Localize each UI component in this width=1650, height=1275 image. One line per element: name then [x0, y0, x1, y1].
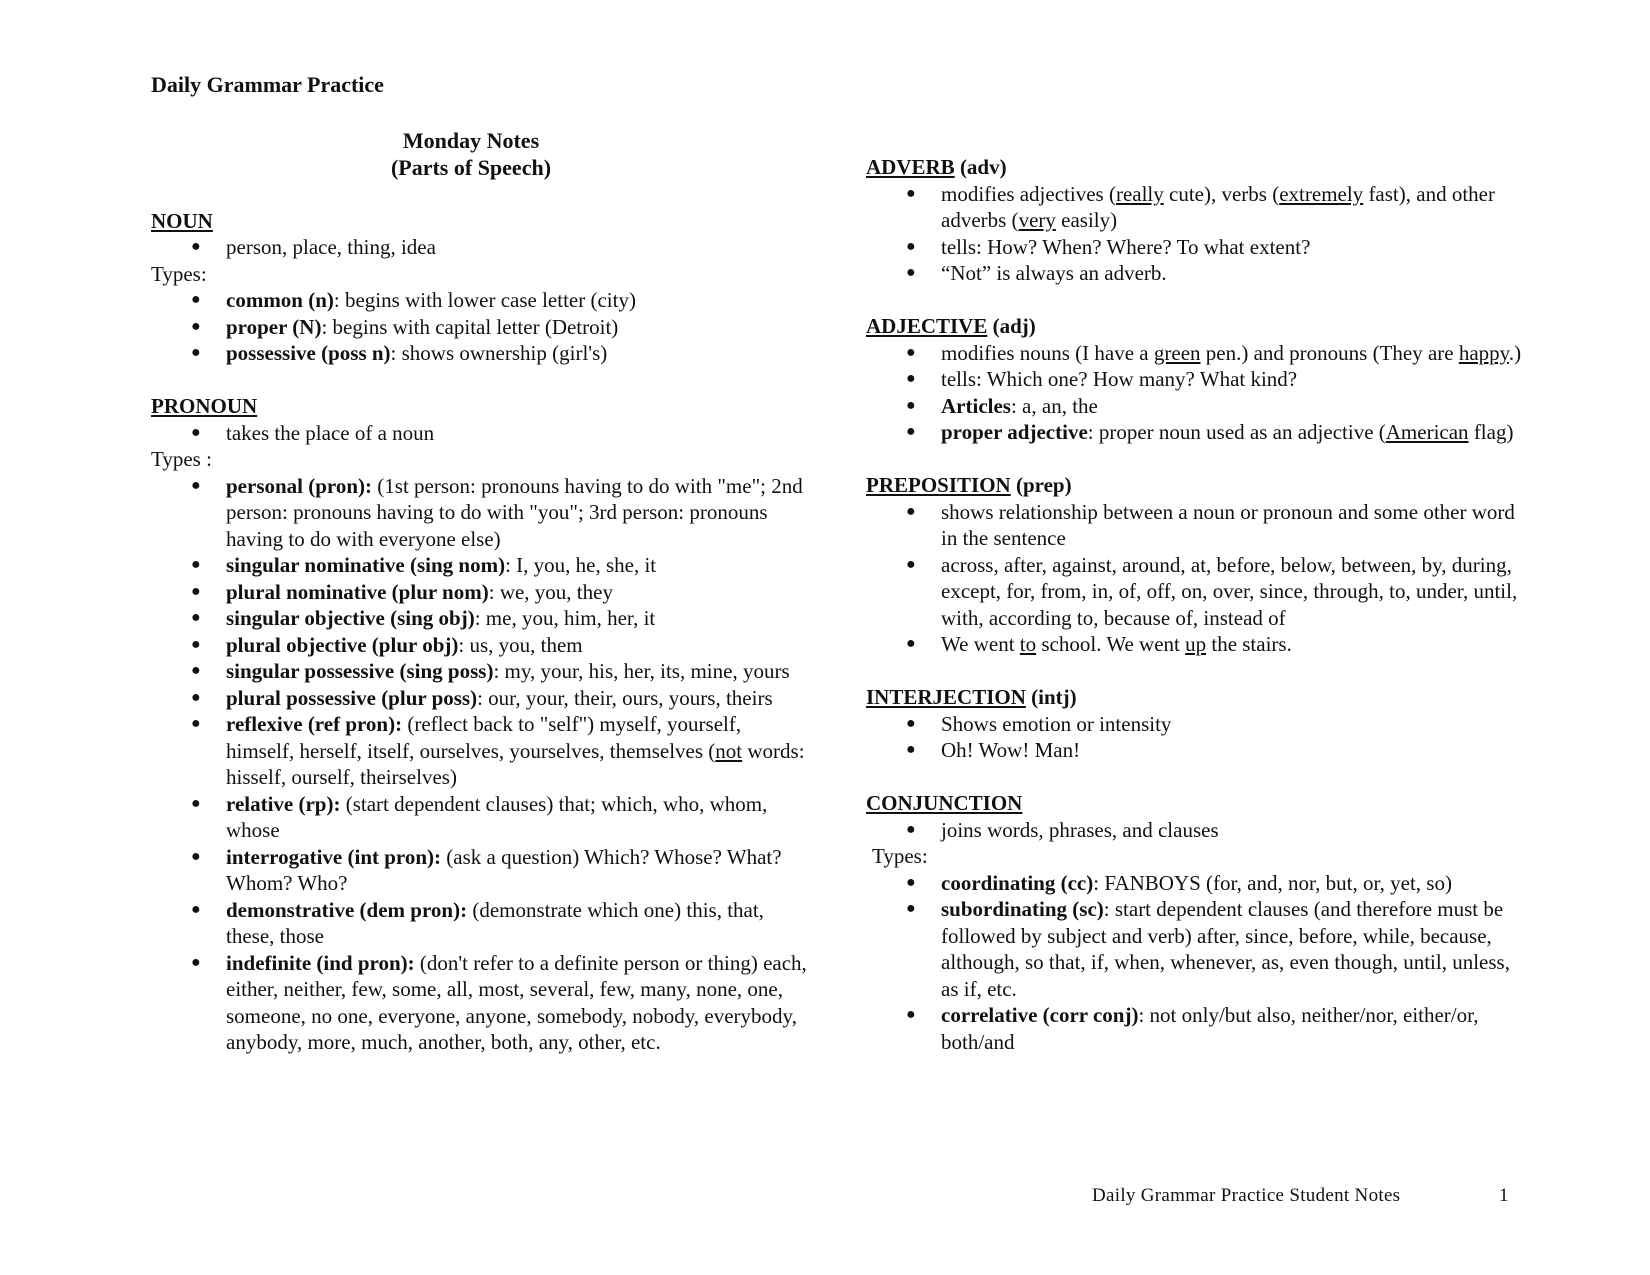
bullet-icon: ●	[191, 291, 201, 308]
list-item: ● plural objective (plur obj): us, you, them	[191, 632, 583, 657]
interjection-heading: INTERJECTION (intj)	[866, 685, 1077, 709]
bullet-icon: ●	[906, 423, 916, 440]
bullet-icon: ●	[191, 317, 201, 335]
preposition-section	[866, 472, 1526, 658]
types-label: Types :	[151, 447, 212, 471]
bullet-icon: ●	[191, 238, 201, 255]
bullet-icon: ●	[906, 873, 916, 891]
list-item: ● interrogative (int pron): (ask a question) Which? Whose? What? Whom? Who?	[191, 844, 782, 895]
bullet-icon: ●	[906, 900, 916, 917]
list-item: ● takes the place of a noun	[191, 420, 435, 445]
adverb-heading: ADVERB (adv)	[866, 155, 1007, 179]
bullet-icon: ●	[191, 794, 201, 812]
bullet-icon: ●	[191, 847, 201, 865]
list-item: ● Articles: a, an, the	[906, 393, 1098, 418]
list-item: ● modifies nouns (I have a green pen.) and pronouns (They are happy.)	[906, 340, 1522, 365]
conjunction-heading: CONJUNCTION	[866, 791, 1023, 815]
list-item: ● We went to school. We went up the stairs.	[906, 632, 1292, 656]
list-item: ● tells: Which one? How many? What kind?	[906, 367, 1298, 391]
bullet-icon: ●	[191, 476, 201, 494]
preposition-heading: PREPOSITION (prep)	[866, 473, 1072, 497]
noun-section	[151, 208, 811, 367]
bullet-icon: ●	[906, 237, 916, 255]
bullet-icon: ●	[906, 264, 916, 281]
types-label: Types:	[872, 844, 928, 868]
bullet-icon: ●	[906, 635, 916, 652]
bullet-icon: ●	[906, 820, 916, 838]
bullet-icon: ●	[191, 609, 201, 626]
list-item: ● proper (N): begins with capital letter (Detroit)	[191, 314, 619, 339]
list-item: ● plural possessive (plur poss): our, your, their, ours, yours, theirs	[191, 685, 773, 710]
pronoun-section	[151, 393, 811, 1056]
bullet-icon: ●	[906, 555, 916, 573]
pronoun-heading: PRONOUN	[151, 394, 258, 418]
bullet-icon: ●	[906, 396, 916, 414]
bullet-icon: ●	[191, 344, 201, 361]
list-item: ● coordinating (cc): FANBOYS (for, and, nor, but, or, yet, so)	[906, 870, 1452, 895]
list-item: ● modifies adjectives (really cute), verbs (extremely fast), and other adverbs (very easily)	[906, 181, 1495, 232]
bullet-icon: ●	[906, 1006, 916, 1023]
list-item: ● demonstrative (dem pron): (demonstrate which one) this, that, these, those	[191, 897, 764, 948]
page-header: Daily Grammar Practice	[151, 72, 384, 97]
list-item: ● personal (pron): (1st person: pronouns having to do with "me"; 2nd person: pronouns having to do with "you"; 3rd person: pronouns having to do with everyone else)	[191, 473, 803, 551]
bullet-icon: ●	[191, 556, 201, 573]
bullet-icon: ●	[191, 688, 201, 706]
notes-subtitle: (Parts of Speech)	[390, 154, 552, 180]
bullet-icon: ●	[191, 582, 201, 600]
page-number: 1	[1499, 1185, 1509, 1206]
right-column	[866, 154, 1526, 1055]
interjection-section	[866, 684, 1526, 764]
conjunction-section	[866, 790, 1526, 1055]
adjective-heading: ADJECTIVE (adj)	[866, 314, 1036, 338]
bullet-icon: ●	[906, 343, 916, 361]
left-column	[151, 128, 811, 1056]
list-item: ● common (n): begins with lower case letter (city)	[191, 288, 636, 312]
list-item: ● relative (rp): (start dependent clauses) that; which, who, whom, whose	[191, 791, 768, 842]
list-item: ● correlative (corr conj): not only/but also, neither/nor, either/or, both/and	[906, 1003, 1479, 1054]
list-item: ● singular objective (sing obj): me, you, him, her, it	[191, 606, 656, 630]
bullet-icon: ●	[906, 502, 916, 520]
list-item: ● plural nominative (plur nom): we, you, they	[191, 579, 613, 604]
list-item: ● person, place, thing, idea	[191, 235, 436, 259]
notes-title: Monday Notes	[402, 128, 540, 153]
list-item: ● subordinating (sc): start dependent clauses (and therefore must be followed by subject and verb) after, since, before, while, because, although, so that, if, when, whenever, as, even though, until, unless, as if, etc.	[906, 897, 1510, 1001]
list-item: ● shows relationship between a noun or pronoun and some other word in the sentence	[906, 499, 1515, 550]
bullet-icon: ●	[906, 184, 916, 202]
bullet-icon: ●	[906, 714, 916, 732]
list-item: ● “Not” is always an adverb.	[906, 261, 1167, 285]
bullet-icon: ●	[906, 370, 916, 387]
bullet-icon: ●	[191, 900, 201, 918]
list-item: ● across, after, against, around, at, before, below, between, by, during, except, for, from, in, of, off, on, over, since, through, to, under, until, with, according to, because of, instead of	[906, 552, 1518, 630]
footer-text: Daily Grammar Practice Student Notes	[1092, 1185, 1401, 1206]
bullet-icon: ●	[191, 635, 201, 653]
list-item: ● tells: How? When? Where? To what extent?	[906, 234, 1311, 259]
list-item: ● proper adjective: proper noun used as an adjective (American flag)	[906, 420, 1514, 444]
list-item: ● reflexive (ref pron): (reflect back to "self") myself, yourself, himself, herself, itself, ourselves, yourselves, themselves (not words: hisself, ourself, theirselves)	[191, 712, 805, 789]
noun-heading: NOUN	[151, 208, 213, 233]
bullet-icon: ●	[191, 715, 201, 732]
bullet-icon: ●	[906, 741, 916, 758]
types-label: Types:	[151, 261, 207, 286]
adjective-section	[866, 313, 1526, 446]
bullet-icon: ●	[191, 953, 201, 971]
adverb-section	[866, 154, 1526, 287]
list-item: ● singular nominative (sing nom): I, you, he, she, it	[191, 553, 657, 577]
list-item: ● Shows emotion or intensity	[906, 711, 1172, 736]
list-item: ● Oh! Wow! Man!	[906, 738, 1081, 762]
list-item: ● joins words, phrases, and clauses	[906, 817, 1219, 842]
list-item: ● possessive (poss n): shows ownership (girl's)	[191, 341, 608, 365]
list-item: ● indefinite (ind pron): (don't refer to a definite person or thing) each, either, neither, few, some, all, most, several, few, many, none, one, someone, no one, everyone, anyone, somebody, nobody, everybody, anybody, more, much, another, both, any, other, etc.	[191, 950, 807, 1054]
list-item: ● singular possessive (sing poss): my, your, his, her, its, mine, yours	[191, 659, 790, 683]
bullet-icon: ●	[191, 423, 201, 441]
bullet-icon: ●	[191, 662, 201, 679]
